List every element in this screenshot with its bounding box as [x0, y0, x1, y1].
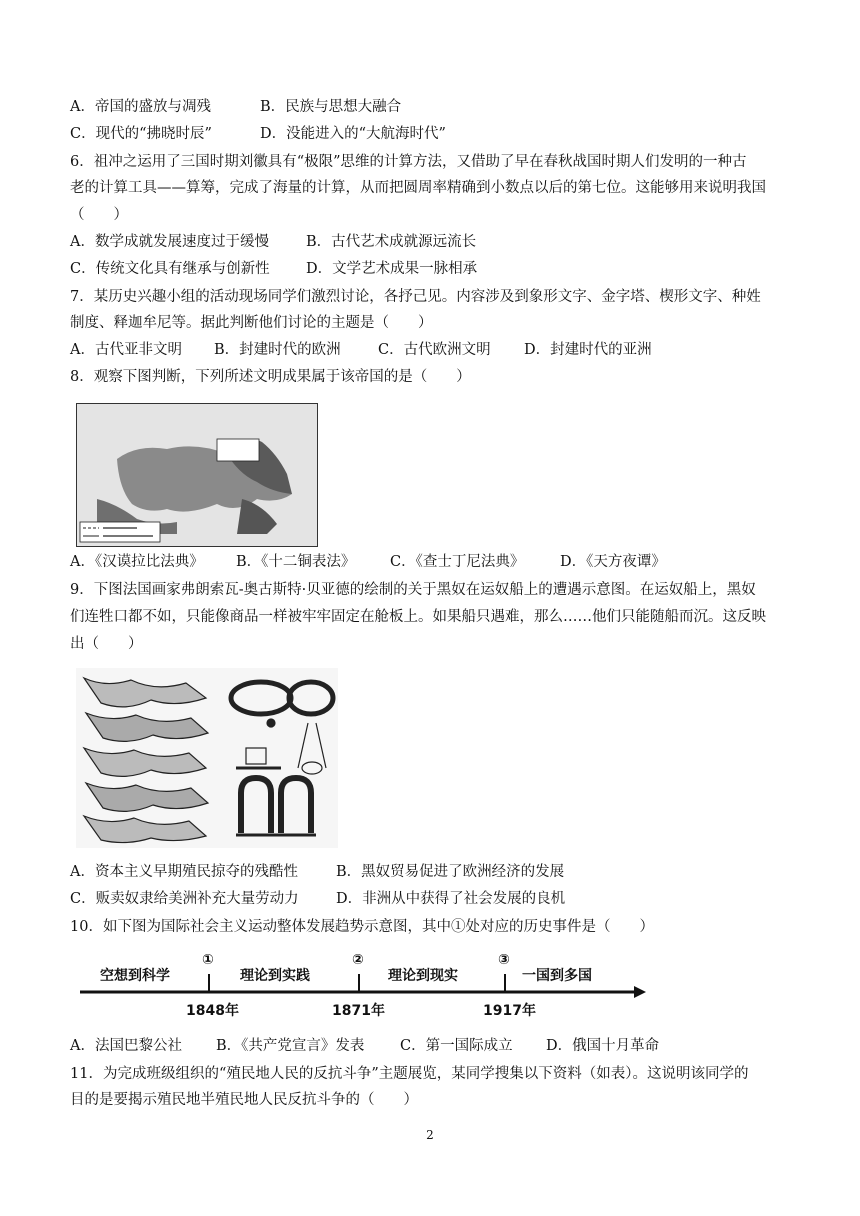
q9-option-b[interactable]: B．黑奴贸易促进了欧洲经济的发展 [336, 864, 565, 880]
q9-stem-line2: 们连牲口都不如，只能像商品一样被牢牢固定在舱板上。如果船只遇难，那么……他们只能随船而沉。这反映 [70, 609, 766, 625]
q10-option-a[interactable]: A．法国巴黎公社 [70, 1038, 182, 1054]
q6-option-d[interactable]: D．文学艺术成果一脉相承 [306, 261, 478, 277]
q6-stem-line1: 6．祖冲之运用了三国时期刘徽具有“极限”思维的计算方法，又借助了早在春秋战国时期人们发明的一种古 [70, 154, 747, 170]
q5-options-row2 [70, 124, 446, 144]
q8-option-c[interactable]: C．《查士丁尼法典》 [390, 554, 525, 570]
slave-ship-drawing [76, 668, 338, 848]
q7-stem-line1: 7．某历史兴趣小组的活动现场同学们激烈讨论，各抒己见。内容涉及到象形文字、金字塔、楔形文字、种姓 [70, 289, 761, 305]
timeline-year-1917: 1917年 [483, 1003, 536, 1019]
q10-options-row [70, 1036, 659, 1056]
q8-options-row [70, 552, 666, 572]
q9-options-row1 [70, 862, 564, 882]
q6-option-c[interactable]: C．传统文化具有继承与创新性 [70, 261, 270, 277]
timeline-segment-utopia-to-science: 空想到科学 [100, 968, 170, 984]
q6-option-b[interactable]: B．古代艺术成就源远流长 [306, 234, 477, 250]
q8-option-a[interactable]: A．《汉谟拉比法典》 [70, 554, 204, 570]
q8-stem: 8．观察下图判断，下列所述文明成果属于该帝国的是（ ） [70, 369, 471, 385]
socialism-timeline [78, 950, 650, 1022]
q9-option-d[interactable]: D．非洲从中获得了社会发展的良机 [336, 891, 566, 907]
q10-option-d[interactable]: D．俄国十月革命 [546, 1038, 660, 1054]
q7-stem-line2: 制度、释迦牟尼等。据此判断他们讨论的主题是（ ） [70, 315, 433, 331]
map-illustration [77, 404, 317, 546]
q5-option-d[interactable]: D．没能进入的“大航海时代” [260, 126, 446, 142]
timeline-segment-theory-to-reality: 理论到现实 [388, 968, 458, 984]
q5-option-c[interactable]: C．现代的“拂晓时辰” [70, 126, 212, 142]
q6-stem-line2: 老的计算工具——算筹，完成了海量的计算，从而把圆周率精确到小数点以后的第七位。这能够用来说明我国 [70, 180, 766, 196]
page-number: 2 [426, 1128, 434, 1142]
q7-option-c[interactable]: C．古代欧洲文明 [378, 342, 491, 358]
timeline-year-1848: 1848年 [186, 1003, 239, 1019]
q7-options-row [70, 340, 652, 360]
q9-option-c[interactable]: C．贩卖奴隶给美洲补充大量劳动力 [70, 891, 299, 907]
q10-stem: 10．如下图为国际社会主义运动整体发展趋势示意图，其中①处对应的历史事件是（ ） [70, 919, 654, 935]
timeline-segment-theory-to-practice: 理论到实践 [240, 968, 310, 984]
q10-option-b[interactable]: B．《共产党宣言》发表 [216, 1038, 365, 1054]
timeline-segment-one-to-many: 一国到多国 [522, 968, 592, 984]
q6-option-a[interactable]: A．数学成就发展速度过于缓慢 [70, 234, 269, 250]
q7-option-a[interactable]: A．古代亚非文明 [70, 342, 182, 358]
slave-ship-illustration [76, 668, 338, 848]
q6-stem-line3: （ ） [70, 207, 128, 223]
timeline-marker-1: ① [202, 952, 214, 968]
q5-options-row1 [70, 97, 401, 117]
timeline-marker-2: ② [352, 952, 364, 968]
byzantine-empire-map [76, 403, 318, 547]
q9-stem-line1: 9．下图法国画家弗朗索瓦-奥古斯特·贝亚德的绘制的关于黑奴在运奴船上的遭遇示意图。在运奴船上，黑奴 [70, 582, 756, 598]
q6-options-row1 [70, 232, 476, 252]
timeline-year-1871: 1871年 [332, 1003, 385, 1019]
q7-option-d[interactable]: D．封建时代的亚洲 [524, 342, 652, 358]
q6-options-row2 [70, 259, 477, 279]
timeline-marker-3: ③ [498, 952, 510, 968]
q11-stem-line1: 11．为完成班级组织的“殖民地人民的反抗斗争”主题展览，某同学搜集以下资料（如表）。这说明该同学的 [70, 1066, 749, 1082]
q9-options-row2 [70, 889, 565, 909]
q9-stem-line3: 出（ ） [70, 636, 143, 652]
q8-option-d[interactable]: D．《天方夜谭》 [560, 554, 666, 570]
q7-option-b[interactable]: B．封建时代的欧洲 [214, 342, 341, 358]
q10-option-c[interactable]: C．第一国际成立 [400, 1038, 513, 1054]
q8-option-b[interactable]: B．《十二铜表法》 [236, 554, 356, 570]
q5-option-b[interactable]: B．民族与思想大融合 [260, 99, 402, 115]
q11-stem-line2: 目的是要揭示殖民地半殖民地人民反抗斗争的（ ） [70, 1092, 418, 1108]
q9-option-a[interactable]: A．资本主义早期殖民掠夺的残酷性 [70, 864, 298, 880]
q5-option-a[interactable]: A．帝国的盛放与凋残 [70, 99, 211, 115]
